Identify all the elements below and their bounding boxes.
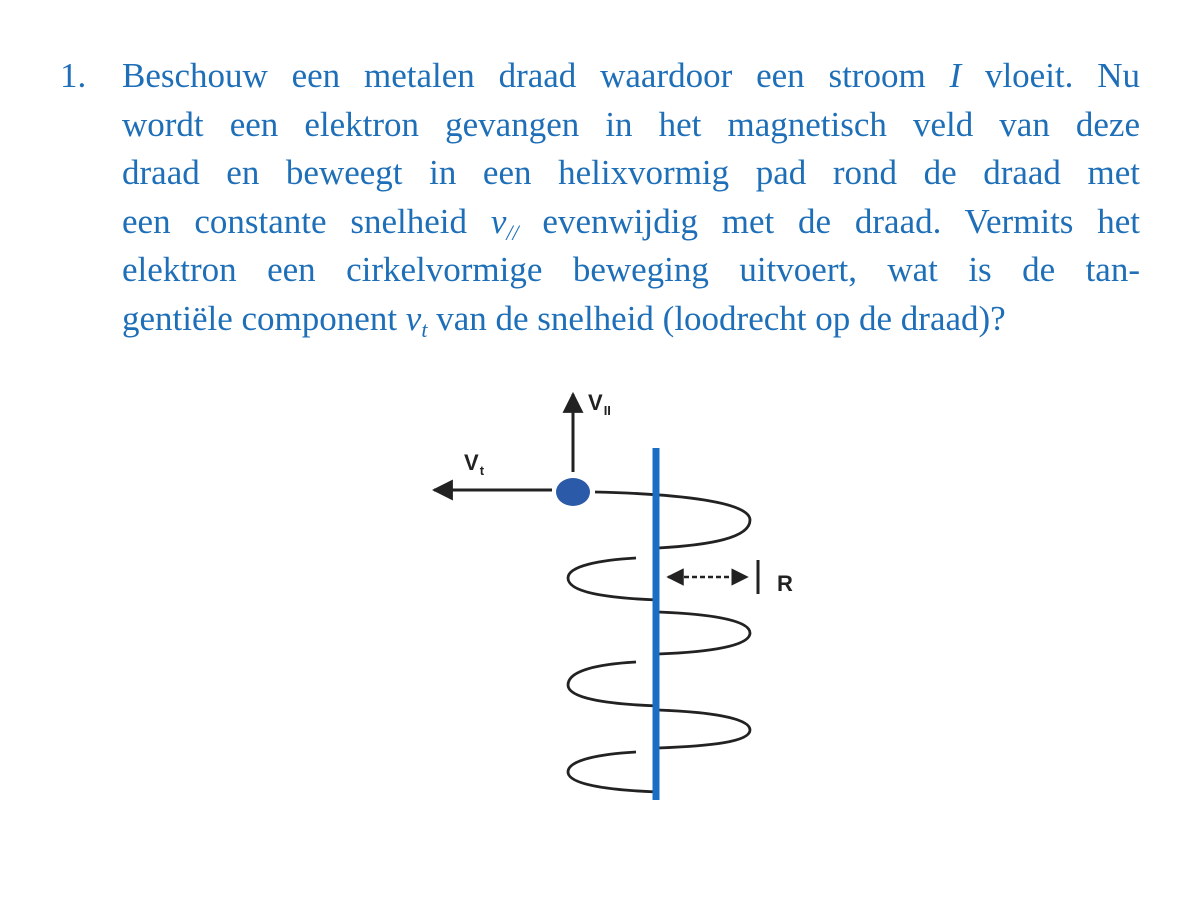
helix-segment: [658, 710, 750, 748]
v-tangential-label: $V_t$: [464, 450, 485, 478]
v-parallel-symbol: v: [490, 201, 507, 241]
current-symbol: I: [949, 56, 962, 95]
v-parallel-label: $V_{II}$: [588, 390, 611, 418]
helix-segment: [595, 492, 750, 548]
question-line-1: Beschouw een metalen draad waardoor een stroom I vloeit. Nu: [122, 56, 1140, 95]
question-line-2: wordt een elektron gevangen in het magnetisch veld van deze: [122, 104, 1140, 144]
helix-diagram: [400, 380, 880, 820]
question-line-5: elektron een cirkelvormige beweging uitvoert, wat is de tan-: [122, 250, 1140, 289]
v-parallel-subscript: //: [506, 219, 519, 245]
question-line-3: draad en beweegt in een helixvormig pad rond de draad met: [122, 153, 1140, 192]
question-line-4: een constante snelheid $v_{//}$ evenwijdig met de draad. Vermits het: [122, 201, 1140, 245]
v-tangential-symbol: v: [405, 298, 422, 338]
electron: [556, 478, 590, 506]
question-number: 1.: [60, 56, 87, 95]
question-text: [60, 52, 1140, 343]
helix-segment: [568, 752, 658, 792]
helix-segment: [568, 662, 658, 706]
question-body: [122, 52, 1140, 343]
helix-segment: [568, 558, 658, 600]
v-tangential-subscript: t: [421, 316, 428, 342]
helix-segment: [658, 612, 750, 654]
helix-diagram-svg: [400, 380, 880, 820]
radius-label: R: [777, 571, 793, 596]
question-line-6: gentiële component $v_t$ van de snelheid (loodrecht op de draad)?: [122, 298, 1006, 342]
